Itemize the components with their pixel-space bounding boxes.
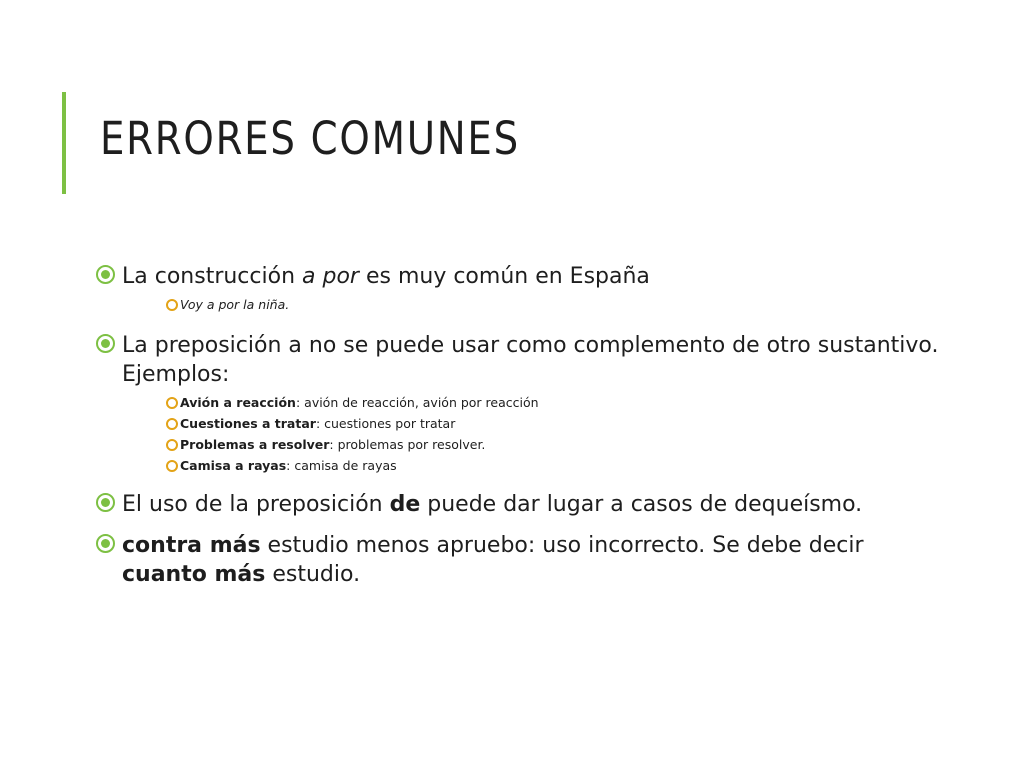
sub-bullet-text: : problemas por resolver.	[329, 437, 486, 452]
bullet-contra-mas	[96, 531, 946, 589]
sub-bullet-text: : camisa de rayas	[286, 458, 397, 473]
sub-list	[166, 294, 946, 315]
bullet-text: La preposición a no se puede usar como complemento de otro sustantivo. Ejemplos:	[122, 333, 939, 387]
bullet-text-part: El uso de la preposición	[122, 492, 390, 517]
ring-bullet-icon	[166, 460, 178, 472]
sub-list	[166, 392, 946, 476]
target-bullet-icon	[96, 334, 115, 353]
bullet-text-part: es muy común en España	[358, 264, 650, 289]
bullet-text-part: estudio menos apruebo: uso incorrecto. Se debe decir	[260, 533, 864, 558]
bullet-text-part: estudio.	[265, 562, 361, 587]
bullet-preposicion-a	[96, 331, 946, 389]
bullet-text-part: puede dar lugar a casos de dequeísmo.	[420, 492, 863, 517]
bullet-construccion-a-por	[96, 262, 946, 291]
sub-bullet-problemas	[166, 434, 946, 455]
target-bullet-icon	[96, 493, 115, 512]
sub-bullet-term: Cuestiones a tratar	[180, 416, 316, 431]
sub-bullet-cuestiones	[166, 413, 946, 434]
bullet-emphasis: cuanto más	[122, 562, 266, 587]
sub-bullet-term: Camisa a rayas	[180, 458, 287, 473]
ring-bullet-icon	[166, 397, 178, 409]
sub-bullet-example	[166, 294, 946, 315]
sub-bullet-term: Problemas a resolver	[180, 437, 330, 452]
bullet-list	[96, 262, 946, 589]
target-bullet-icon	[96, 265, 115, 284]
bullet-preposicion-de	[96, 490, 946, 519]
sub-bullet-avion	[166, 392, 946, 413]
bullet-emphasis: de	[389, 492, 421, 517]
target-bullet-icon	[96, 534, 115, 553]
bullet-emphasis: a por	[302, 264, 359, 289]
sub-bullet-text: : avión de reacción, avión por reacción	[295, 395, 539, 410]
sub-bullet-text: Voy a por la niña.	[180, 297, 290, 312]
sub-bullet-term: Avión a reacción	[180, 395, 296, 410]
title-accent-bar	[62, 92, 66, 194]
sub-bullet-camisa	[166, 455, 946, 476]
bullet-emphasis: contra más	[122, 533, 261, 558]
slide-title: ERRORES COMUNES	[100, 112, 520, 165]
sub-bullet-text: : cuestiones por tratar	[315, 416, 456, 431]
bullet-text-part: La construcción	[122, 264, 303, 289]
ring-bullet-icon	[166, 439, 178, 451]
ring-bullet-icon	[166, 299, 178, 311]
ring-bullet-icon	[166, 418, 178, 430]
